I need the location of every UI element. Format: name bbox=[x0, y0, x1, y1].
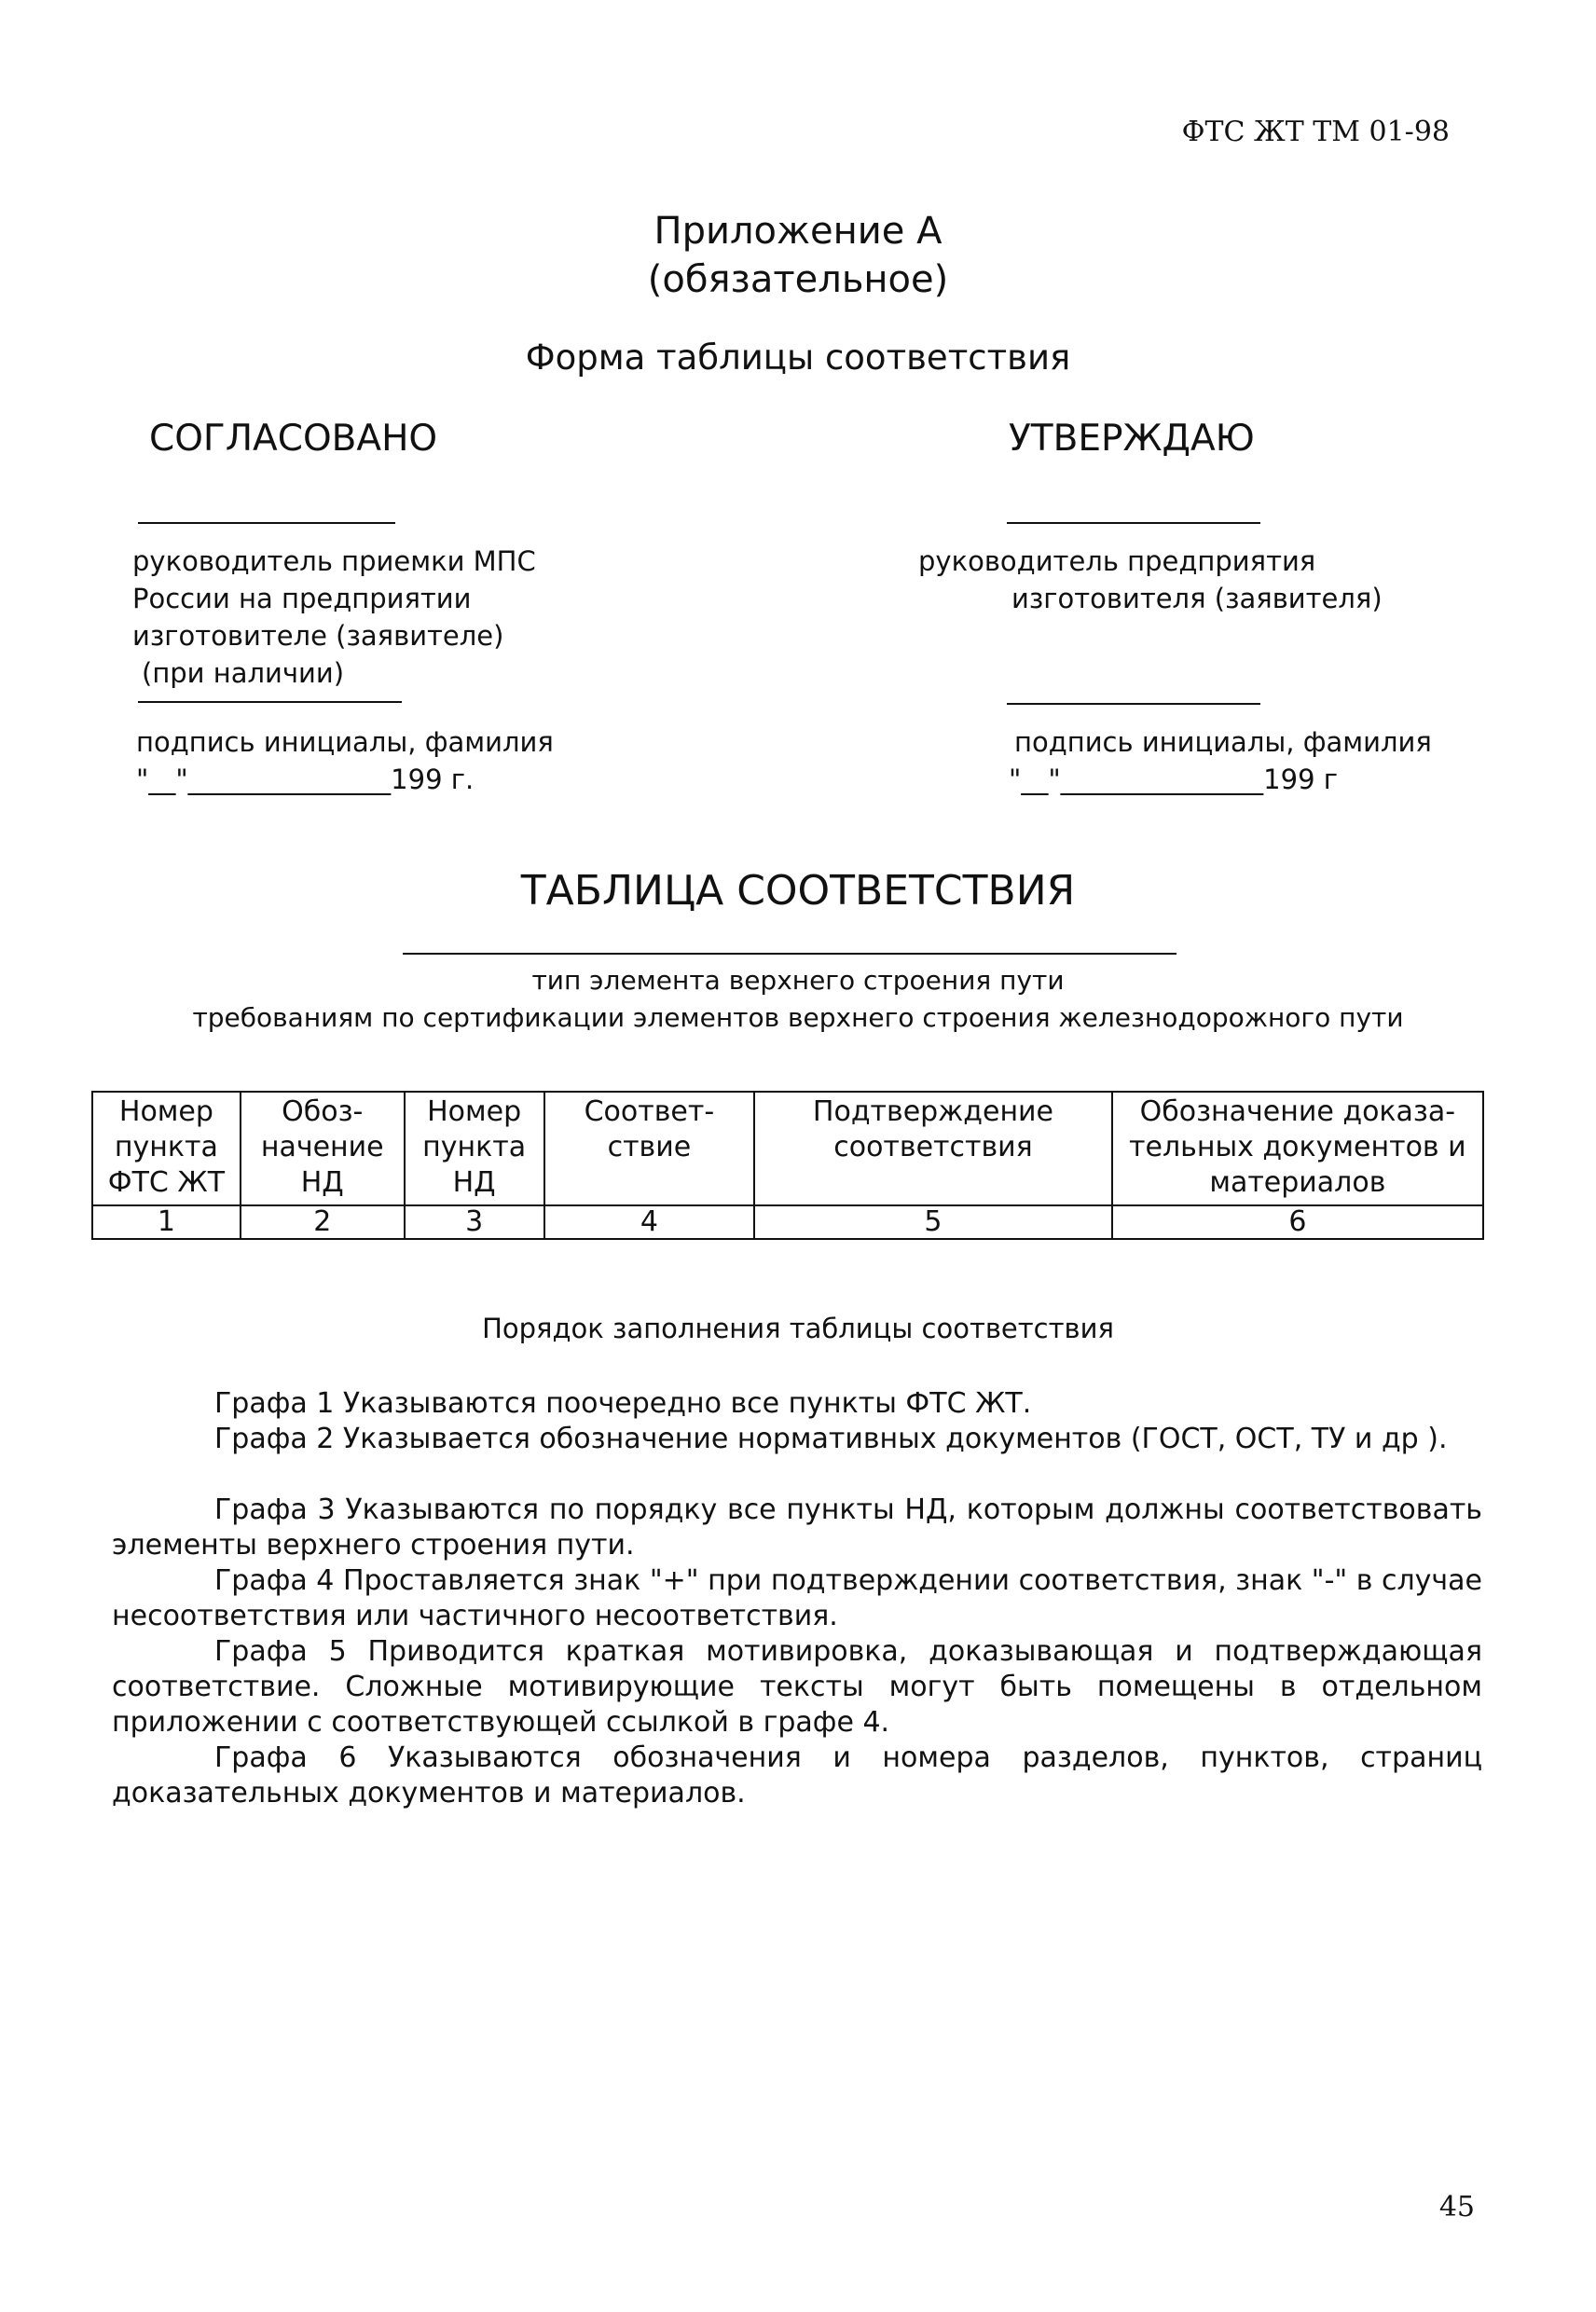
column-number: 5 bbox=[754, 1205, 1112, 1239]
signature-line bbox=[138, 701, 402, 703]
signature-line bbox=[1007, 703, 1260, 705]
instruction-paragraph: Графа 6 Указываются обозначения и номера разделов, пунктов, страниц доказательных документов и материалов. bbox=[112, 1741, 1482, 1810]
left-signature-caption: подпись инициалы, фамилия bbox=[136, 726, 554, 758]
instruction-paragraph: Графа 1 Указываются поочередно все пункты ФТС ЖТ. bbox=[214, 1387, 1032, 1420]
right-signature-caption: подпись инициалы, фамилия bbox=[1014, 726, 1432, 758]
right-role-line: изготовителя (заявителя) bbox=[1011, 583, 1383, 614]
annex-title bbox=[0, 207, 1596, 304]
annex-status: (обязательное) bbox=[647, 258, 949, 301]
column-number: 2 bbox=[241, 1205, 405, 1239]
column-number: 1 bbox=[92, 1205, 241, 1239]
column-header: Номер пункта НД bbox=[405, 1092, 544, 1205]
table-header-row bbox=[92, 1092, 1483, 1205]
left-date-line: "__"_______________199 г. bbox=[136, 764, 475, 795]
element-type-line bbox=[403, 953, 1176, 955]
left-role-block bbox=[132, 543, 536, 692]
form-title: Форма таблицы соответствия bbox=[525, 337, 1071, 378]
instruction-paragraph: Графа 3 Указываются по порядку все пункты НД, которым должны соответствовать элементы верхнего строения пути. bbox=[112, 1493, 1482, 1562]
approved-heading: СОГЛАСОВАНО bbox=[149, 418, 438, 460]
column-number: 4 bbox=[544, 1205, 755, 1239]
column-number: 6 bbox=[1112, 1205, 1483, 1239]
instruction-paragraph: Графа 2 Указывается обозначение нормативных документов (ГОСТ, ОСТ, ТУ и др ). bbox=[214, 1423, 1448, 1455]
instruction-paragraph: Графа 4 Проставляется знак "+" при подтверждении соответствия, знак "-" в случае несоответствия или частичного несоответствия. bbox=[112, 1564, 1482, 1632]
column-header: Обоз-начение НД bbox=[241, 1092, 405, 1205]
left-role-line: (при наличии) bbox=[142, 657, 345, 689]
table-row bbox=[92, 1205, 1483, 1239]
column-header: Подтверждение соответствия bbox=[754, 1092, 1112, 1205]
conformity-table bbox=[91, 1091, 1484, 1240]
requirements-caption: требованиям по сертификации элементов верхнего строения железнодорожного пути bbox=[192, 1002, 1404, 1033]
right-date-line: "__"_______________199 г bbox=[1009, 764, 1338, 795]
left-role-line: изготовителе (заявителе) bbox=[132, 620, 504, 652]
signature-line bbox=[1007, 522, 1260, 524]
right-role-line: руководитель предприятия bbox=[918, 545, 1316, 577]
page-number: 45 bbox=[1438, 2191, 1475, 2223]
left-role-line: России на предприятии bbox=[132, 583, 472, 614]
left-role-line: руководитель приемки МПС bbox=[132, 545, 536, 577]
column-header: Обозначение доказа-тельных документов и материалов bbox=[1112, 1092, 1483, 1205]
instructions-title: Порядок заполнения таблицы соответствия bbox=[482, 1313, 1114, 1344]
element-type-caption: тип элемента верхнего строения пути bbox=[531, 965, 1065, 996]
annex-label: Приложение А bbox=[654, 210, 942, 253]
column-number: 3 bbox=[405, 1205, 544, 1239]
approve-heading: УТВЕРЖДАЮ bbox=[1009, 418, 1255, 460]
column-header: Соответ-ствие bbox=[544, 1092, 755, 1205]
column-header: Номер пункта ФТС ЖТ bbox=[92, 1092, 241, 1205]
document-code: ФТС ЖТ ТМ 01-98 bbox=[1181, 116, 1450, 148]
instruction-paragraph: Графа 5 Приводится краткая мотивировка, доказывающая и подтверждающая соответствие. Сложные мотивирующие тексты могут быть помещены в отдельном приложении с соответствующей ссылкой в графе 4. bbox=[112, 1635, 1482, 1739]
signature-line bbox=[138, 522, 395, 524]
table-title: ТАБЛИЦА СООТВЕТСТВИЯ bbox=[520, 867, 1076, 915]
